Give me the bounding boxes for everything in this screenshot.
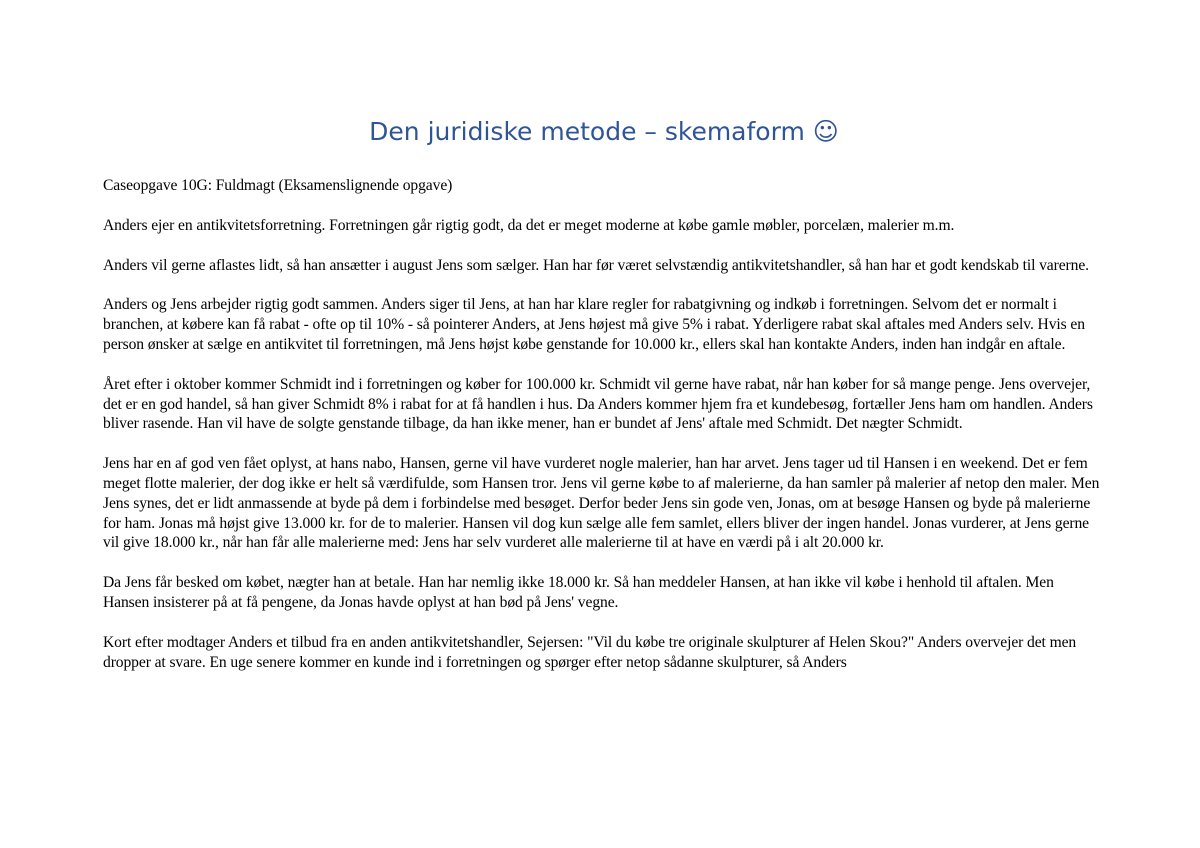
document-page <box>103 112 1103 692</box>
paragraph-5: Jens har en af god ven fået oplyst, at hans nabo, Hansen, gerne vil have vurderet nogle malerier, han har arvet. Jens tager ud til Hansen i en weekend. Det er fem meget flotte malerier, der dog ikke er helt så værdifulde, som Hansen tror. Jens vil gerne købe to af malerierne, da han samler på malerier af netop den maler. Men Jens synes, det er lidt anmassende at byde på dem i forbindelse med besøget. Derfor beder Jens sin gode ven, Jonas, om at besøge Hansen og byde på malerierne for ham. Jonas må højst give 13.000 kr. for de to malerier. Hansen vil dog kun sælge alle fem samlet, ellers bliver der ingen handel. Jonas vurderer, at Jens gerne vil give 18.000 kr., når han får alle malerierne med: Jens har selv vurderet alle malerierne til at have en værdi på i alt 20.000 kr. <box>103 455 1100 552</box>
case-subtitle: Caseopgave 10G: Fuldmagt (Eksamenslignende opgave) <box>103 177 453 194</box>
paragraph-1: Anders ejer en antikvitetsforretning. Forretningen går rigtig godt, da det er meget moderne at købe gamle møbler, porcelæn, malerier m.m. <box>103 216 955 234</box>
paragraph-6: Da Jens får besked om købet, nægter han at betale. Han har nemlig ikke 18.000 kr. Så han meddeler Hansen, at han ikke vil købe i henhold til aftalen. Men Hansen insisterer på at få pengene, da Jonas havde oplyst at han bød på Jens' vegne. <box>103 574 1054 611</box>
paragraph-3: Anders og Jens arbejder rigtig godt sammen. Anders siger til Jens, at han har klare regler for rabatgivning og indkøb i forretningen. Selvom det er normalt i branchen, at købere kan få rabat - ofte op til 10% - så pointerer Anders, at Jens højest må give 5% i rabat. Yderligere rabat skal aftales med Anders selv. Hvis en person ønsker at sælge en antikvitet til forretningen, må Jens højst købe genstande for 10.000 kr., ellers skal han kontakte Anders, inden han indgår en aftale. <box>103 296 1085 353</box>
paragraph-7: Kort efter modtager Anders et tilbud fra en anden antikvitetshandler, Sejersen: "Vil du købe tre originale skulpturer af Helen Skou?" Anders overvejer det men dropper at svare. En uge senere kommer en kunde ind i forretningen og spørger efter netop sådanne skulpturer, så Anders <box>103 633 1077 671</box>
document-title: Den juridiske metode – skemaform ☺ <box>369 117 839 146</box>
paragraph-2: Anders vil gerne aflastes lidt, så han ansætter i august Jens som sælger. Han har før været selvstændig antikvitetshandler, så han har et godt kendskab til varerne. <box>103 256 1089 274</box>
paragraph-4: Året efter i oktober kommer Schmidt ind i forretningen og køber for 100.000 kr. Schmidt vil gerne have rabat, når han køber for så mange penge. Jens overvejer, det er en god handel, så han giver Schmidt 8% i rabat for at få handlen i hus. Da Anders kommer hjem fra et kundebesøg, fortæller Jens ham om handlen. Anders bliver rasende. Han vil have de solgte genstande tilbage, da han ikke mener, han er bundet af Jens' aftale med Schmidt. Det nægter Schmidt. <box>103 375 1093 433</box>
